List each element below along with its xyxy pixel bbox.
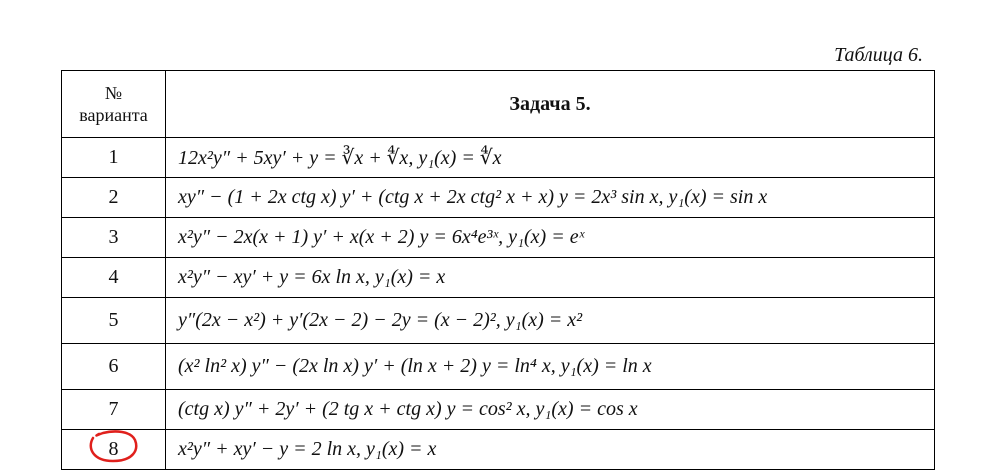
table-caption: Таблица 6. — [834, 44, 923, 66]
task-formula: y″(2x − x²) + y′(2x − 2) − 2y = (x − 2)², y₁(x) = x² — [166, 298, 935, 344]
task-formula: x²y″ + xy′ − y = 2 ln x, y₁(x) = x — [166, 430, 935, 470]
number-sign: № — [104, 83, 123, 103]
red-circle-annotation — [85, 428, 141, 464]
variant-number: 5 — [62, 298, 166, 344]
task-formula: x²y″ − 2x(x + 1) y′ + x(x + 2) y = 6x⁴e³ˣ, y₁(x) = eˣ — [166, 218, 935, 258]
task-header: Задача 5. — [166, 71, 935, 138]
table-row — [62, 218, 935, 258]
table-header-row — [62, 71, 935, 138]
table-row — [62, 344, 935, 390]
table-row — [62, 138, 935, 178]
task-formula: (x² ln² x) y″ − (2x ln x) y′ + (ln x + 2) y = ln⁴ x, y₁(x) = ln x — [166, 344, 935, 390]
task-formula: 12x²y″ + 5xy′ + y = ∛x + ∜x, y₁(x) = ∜x — [166, 138, 935, 178]
variant-number: 2 — [62, 178, 166, 218]
variant-word: варианта — [79, 105, 148, 125]
task-formula: xy″ − (1 + 2x ctg x) y′ + (ctg x + 2x ctg² x + x) y = 2x³ sin x, y₁(x) = sin x — [166, 178, 935, 218]
variant-number: 6 — [62, 344, 166, 390]
variant-number: 7 — [62, 390, 166, 430]
variant-number: 4 — [62, 258, 166, 298]
table-row — [62, 258, 935, 298]
variant-number-text: 8 — [108, 438, 119, 460]
table-row — [62, 390, 935, 430]
variant-number: 1 — [62, 138, 166, 178]
task-formula: x²y″ − xy′ + y = 6x ln x, y₁(x) = x — [166, 258, 935, 298]
variant-number: 3 — [62, 218, 166, 258]
table-row — [62, 298, 935, 344]
task-formula: (ctg x) y″ + 2y′ + (2 tg x + ctg x) y = cos² x, y₁(x) = cos x — [166, 390, 935, 430]
variants-table — [61, 70, 935, 470]
table-row — [62, 178, 935, 218]
variant-number-header — [62, 71, 166, 138]
